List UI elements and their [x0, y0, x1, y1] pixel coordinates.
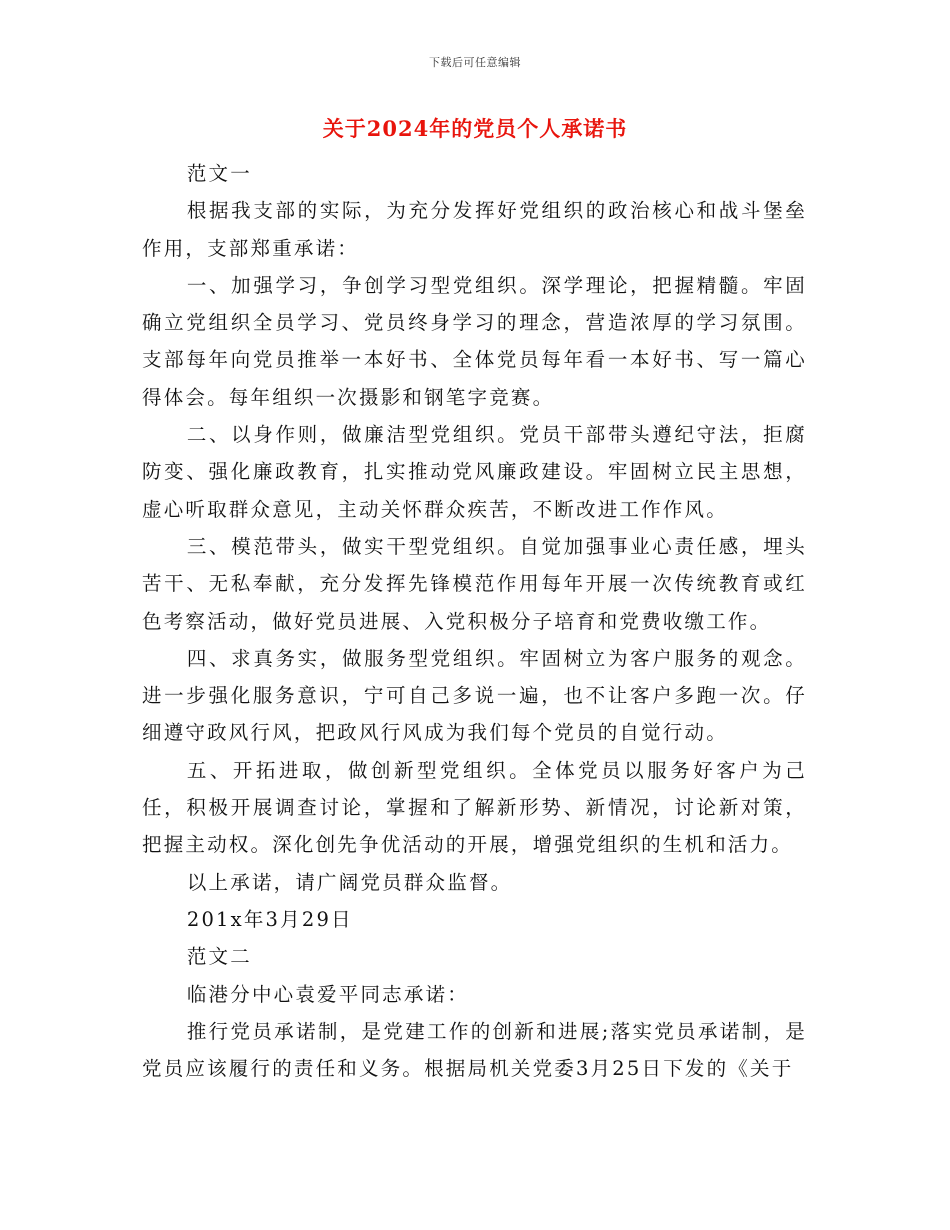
paragraph-sample-two-label: 范文二: [186, 945, 252, 969]
paragraph-date: 201x年3月29日: [186, 907, 353, 931]
paragraph-sample-two-body: 推行党员承诺制，是党建工作的创新和进展;落实党员承诺制，是党员应该履行的责任和义务。根据局机关党委3月25日下发的《关于: [142, 1019, 807, 1081]
document-title: 关于2024年的党员个人承诺书: [322, 116, 628, 141]
paragraph-pledge-3: 三、模范带头，做实干型党组织。自觉加强事业心责任感，埋头苦干、无私奉献，充分发挥先锋模范作用每年开展一次传统教育或红色考察活动，做好党员进展、入党积极分子培育和党费收缴工作。: [142, 534, 807, 633]
header-note: 下载后可任意编辑: [429, 56, 521, 69]
paragraph-intro: 根据我支部的实际，为充分发挥好党组织的政治核心和战斗堡垒作用，支部郑重承诺：: [142, 199, 807, 260]
paragraph-pledge-5: 五、开拓进取，做创新型党组织。全体党员以服务好客户为己任，积极开展调查讨论，掌握和了解新形势、新情况，讨论新对策，把握主动权。深化创先争优活动的开展，增强党组织的生机和活力。: [142, 758, 807, 857]
paragraph-pledge-1: 一、加强学习，争创学习型党组织。深学理论，把握精髓。牢固确立党组织全员学习、党员终身学习的理念，营造浓厚的学习氛围。支部每年向党员推举一本好书、全体党员每年看一本好书、写一篇心得体会。每年组织一次摄影和钢笔字竞赛。: [142, 273, 807, 409]
paragraph-closing: 以上承诺，请广阔党员群众监督。: [186, 870, 513, 894]
paragraph-sample-two-heading: 临港分中心袁爱平同志承诺：: [186, 982, 469, 1006]
paragraph-sample-one-label: 范文一: [186, 162, 252, 185]
paragraph-pledge-4: 四、求真务实，做服务型党组织。牢固树立为客户服务的观念。进一步强化服务意识，宁可自己多说一遍，也不让客户多跑一次。仔细遵守政风行风，把政风行风成为我们每个党员的自觉行动。: [142, 646, 807, 745]
document-body: [142, 155, 807, 1087]
paragraph-pledge-2: 二、以身作则，做廉洁型党组织。党员干部带头遵纪守法，拒腐防变、强化廉政教育，扎实推动党风廉政建设。牢固树立民主思想，虚心听取群众意见，主动关怀群众疾苦，不断改进工作作风。: [142, 423, 807, 521]
